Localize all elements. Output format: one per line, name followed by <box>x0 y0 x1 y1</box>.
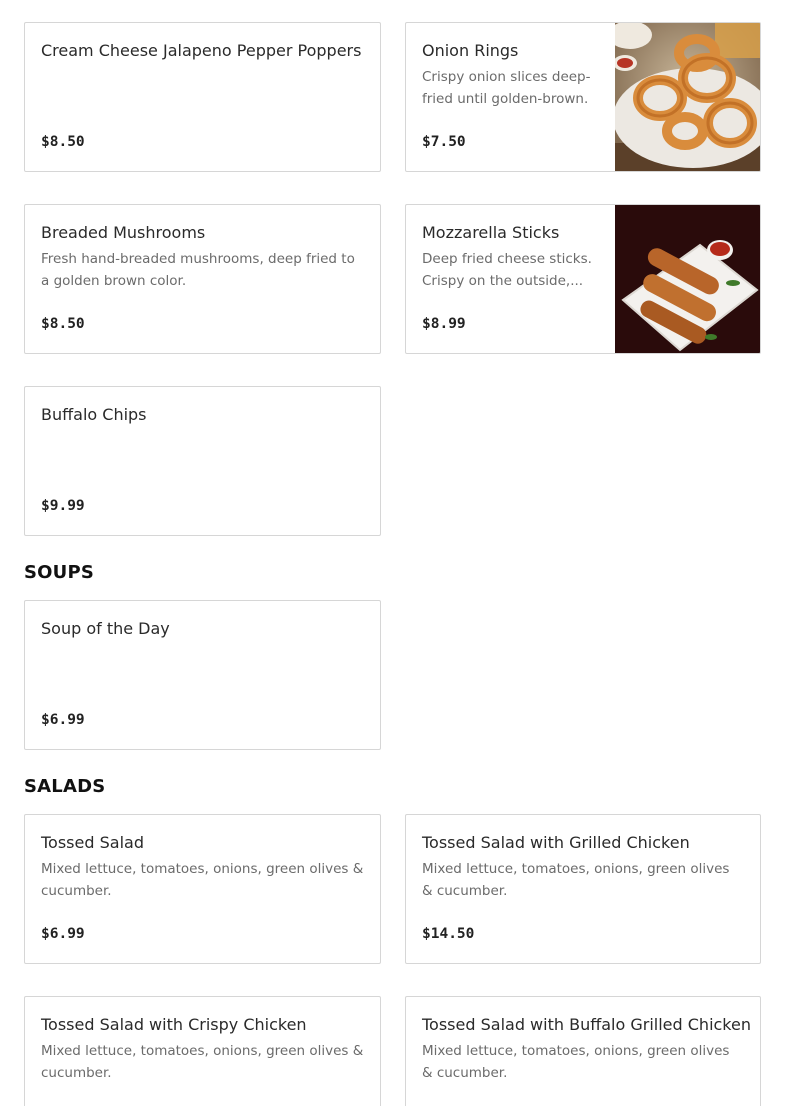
menu-item-price: $14.50 <box>422 926 475 942</box>
menu-item-text <box>422 1014 751 1106</box>
menu-item-price: $8.99 <box>422 316 466 332</box>
menu-item-name: Tossed Salad <box>41 833 144 852</box>
menu-item-name: Tossed Salad with Grilled Chicken <box>422 833 690 852</box>
menu-item-price: $8.50 <box>41 134 85 150</box>
menu-item-card[interactable] <box>24 600 381 750</box>
menu-item-description: Deep fried cheese sticks. Crispy on the outside,... <box>422 251 592 289</box>
menu-item-name: Buffalo Chips <box>41 405 147 424</box>
menu-item-name: Soup of the Day <box>41 619 170 638</box>
menu-item-description: Mixed lettuce, tomatoes, onions, green olives & cucumber. <box>41 1043 364 1081</box>
onion-rings-photo <box>615 23 760 171</box>
menu-item-price: $9.99 <box>41 498 85 514</box>
menu-item-description: Mixed lettuce, tomatoes, onions, green olives & cucumber. <box>41 861 364 899</box>
menu-item-text <box>422 832 744 963</box>
menu-item-name: Tossed Salad with Crispy Chicken <box>41 1015 307 1034</box>
menu-item-card[interactable] <box>24 204 381 354</box>
menu-item-price: $8.50 <box>41 316 85 332</box>
menu-item-card[interactable] <box>24 996 381 1106</box>
menu-item-name: Mozzarella Sticks <box>422 223 560 242</box>
menu-item-description: Mixed lettuce, tomatoes, onions, green olives & cucumber. <box>422 1043 730 1081</box>
menu-item-card[interactable] <box>405 204 761 354</box>
menu-item-description: Mixed lettuce, tomatoes, onions, green olives & cucumber. <box>422 861 730 899</box>
menu-item-text <box>41 222 364 353</box>
menu-item-name: Tossed Salad with Buffalo Grilled Chicken <box>422 1015 751 1034</box>
section-title-soups: SOUPS <box>24 562 95 583</box>
menu-item-card[interactable] <box>405 814 761 964</box>
menu-item-name: Breaded Mushrooms <box>41 223 206 242</box>
menu-item-card[interactable] <box>24 22 381 172</box>
menu-item-text <box>41 404 364 535</box>
menu-item-text <box>41 40 364 171</box>
salads-grid <box>24 814 761 1106</box>
menu-item-price: $7.50 <box>422 134 466 150</box>
menu-item-card[interactable] <box>24 386 381 536</box>
appetizers-grid <box>24 22 761 536</box>
menu-item-name: Cream Cheese Jalapeno Pepper Poppers <box>41 41 362 60</box>
menu-item-text <box>41 1014 364 1106</box>
menu-item-card[interactable] <box>405 996 761 1106</box>
menu-item-text <box>422 222 600 353</box>
menu-item-name: Onion Rings <box>422 41 519 60</box>
menu-item-text <box>41 832 364 963</box>
menu-item-description: Fresh hand-breaded mushrooms, deep fried to a golden brown color. <box>41 251 355 289</box>
menu-item-text <box>41 618 364 749</box>
menu-item-price: $6.99 <box>41 712 85 728</box>
menu-item-card[interactable] <box>24 814 381 964</box>
mozzarella-sticks-photo <box>615 205 760 353</box>
menu-item-card[interactable] <box>405 22 761 172</box>
menu-item-text <box>422 40 600 171</box>
section-title-salads: SALADS <box>24 776 106 797</box>
soups-grid <box>24 600 761 750</box>
menu-item-description: Crispy onion slices deep-fried until golden-brown. <box>422 69 591 107</box>
menu-item-price: $6.99 <box>41 926 85 942</box>
